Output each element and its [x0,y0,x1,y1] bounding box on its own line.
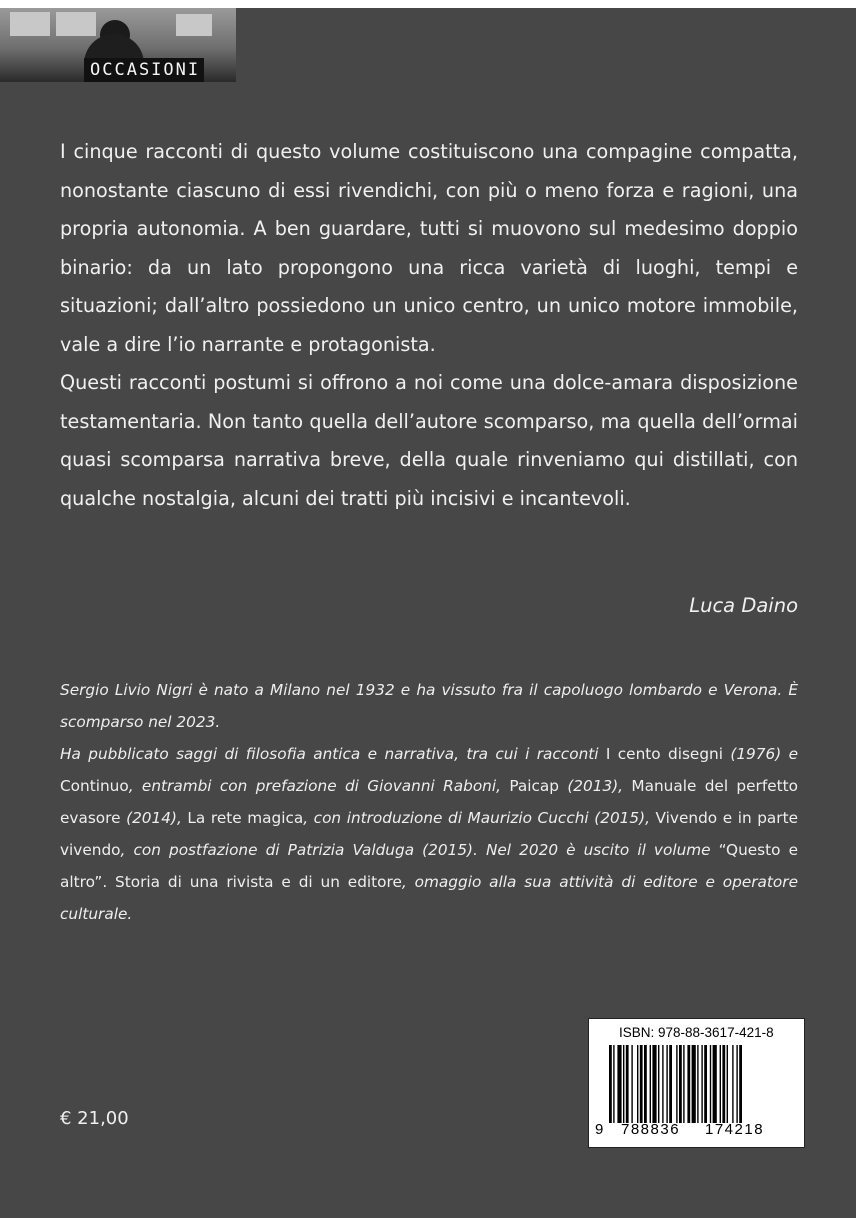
barcode-bar [666,1045,667,1123]
barcode-bar [713,1045,717,1123]
barcode-bar [626,1045,629,1123]
barcode-bar [697,1045,698,1123]
work-title: Manuale del perfetto evasore [60,777,798,827]
barcode-bar [736,1045,737,1123]
bio-text: Ha pubblicato saggi di filosofia antica e narrativa, tra cui i racconti [60,745,606,763]
barcode-bar [710,1045,711,1123]
barcode-bar [613,1045,614,1123]
barcode-bar [679,1045,682,1123]
barcode-digit-group: 174218 [705,1121,765,1138]
work-title: Paicap [509,777,559,795]
barcode-bar [617,1045,621,1123]
barcode-bar [662,1045,663,1123]
isbn-label: ISBN: 978-88-3617-421-8 [619,1025,774,1040]
work-title: “Questo e altro”. Storia di una rivista e di un editore [60,841,798,891]
barcode-bar [609,1045,612,1123]
bio-text: , con postfazione di Patrizia Valduga (2015). Nel 2020 è uscito il volume [120,841,719,859]
barcode-bar [722,1045,725,1123]
blurb-signature: Luca Daino [689,594,798,617]
barcode-bar [669,1045,672,1123]
bio-text: (2014), [120,809,188,827]
barcode-bar [683,1045,684,1123]
barcode-bar [631,1045,632,1123]
bio-text: , con introduzione di Maurizio Cucchi (2015), [303,809,656,827]
barcode-bar [623,1045,624,1123]
bio-text: (1976) e [722,745,798,763]
price: € 21,00 [60,1108,129,1129]
series-photo [0,8,236,82]
barcode-bar [644,1045,647,1123]
barcode-bar [727,1045,728,1123]
photo-window [56,12,96,36]
bio-paragraph [60,738,798,930]
work-title: Continuo [60,777,129,795]
photo-window [10,12,50,36]
bio-paragraph: Sergio Livio Nigri è nato a Milano nel 1932 e ha vissuto fra il capoluogo lombardo e Verona. È scomparso nel 2023. [60,681,798,731]
barcode-bar [739,1045,742,1123]
barcode-bar [701,1045,702,1123]
blurb-paragraph: I cinque racconti di questo volume costituiscono una compagine compatta, nonostante ciascuno di essi rivendichi, con più o meno forza e ragioni, una propria autonomia. A ben guardare, tutti si muovono sul medesimo doppio binario: da un lato propongono una ricca varietà di luoghi, tempi e situazioni; dall’altro possiedono un unico centro, un unico motore immobile, vale a dire l’io narrante e protagonista. [60,140,798,356]
bio-text: (2013), [558,777,632,795]
barcode-bar [658,1045,659,1123]
barcode-bar [652,1045,656,1123]
barcode-bar [692,1045,696,1123]
barcode-digit-first: 9 [595,1121,605,1138]
barcode-bar [720,1045,721,1123]
photo-window [176,14,212,36]
barcode-bar [687,1045,690,1123]
barcode-bar [640,1045,643,1123]
work-title: La rete magica [187,809,304,827]
back-cover [0,8,856,1218]
work-title: Vivendo e in parte vivendo [60,809,798,859]
barcode-bar [676,1045,677,1123]
bio-text: , omaggio alla sua attività di editore e operatore culturale. [60,873,798,923]
bio-text: , entrambi con prefazione di Giovanni Raboni, [128,777,510,795]
barcode-bar [704,1045,707,1123]
blurb [60,133,798,518]
series-label: OCCASIONI [84,58,204,82]
barcode-bar [637,1045,638,1123]
barcode-bar [732,1045,733,1123]
author-bio [60,674,798,930]
barcode-bar [650,1045,651,1123]
work-title: I cento disegni [605,745,723,763]
barcode-digit-group: 788836 [621,1121,681,1138]
blurb-paragraph: Questi racconti postumi si offrono a noi come una dolce-amara disposizione testamentaria. Non tanto quella dell’autore scomparso, ma quella dell’ormai quasi scomparsa narrativa breve, della quale rinveniamo qui distillati, con qualche nostalgia, alcuni dei tratti più incisivi e incantevoli. [60,371,798,510]
isbn-barcode [588,1018,805,1148]
